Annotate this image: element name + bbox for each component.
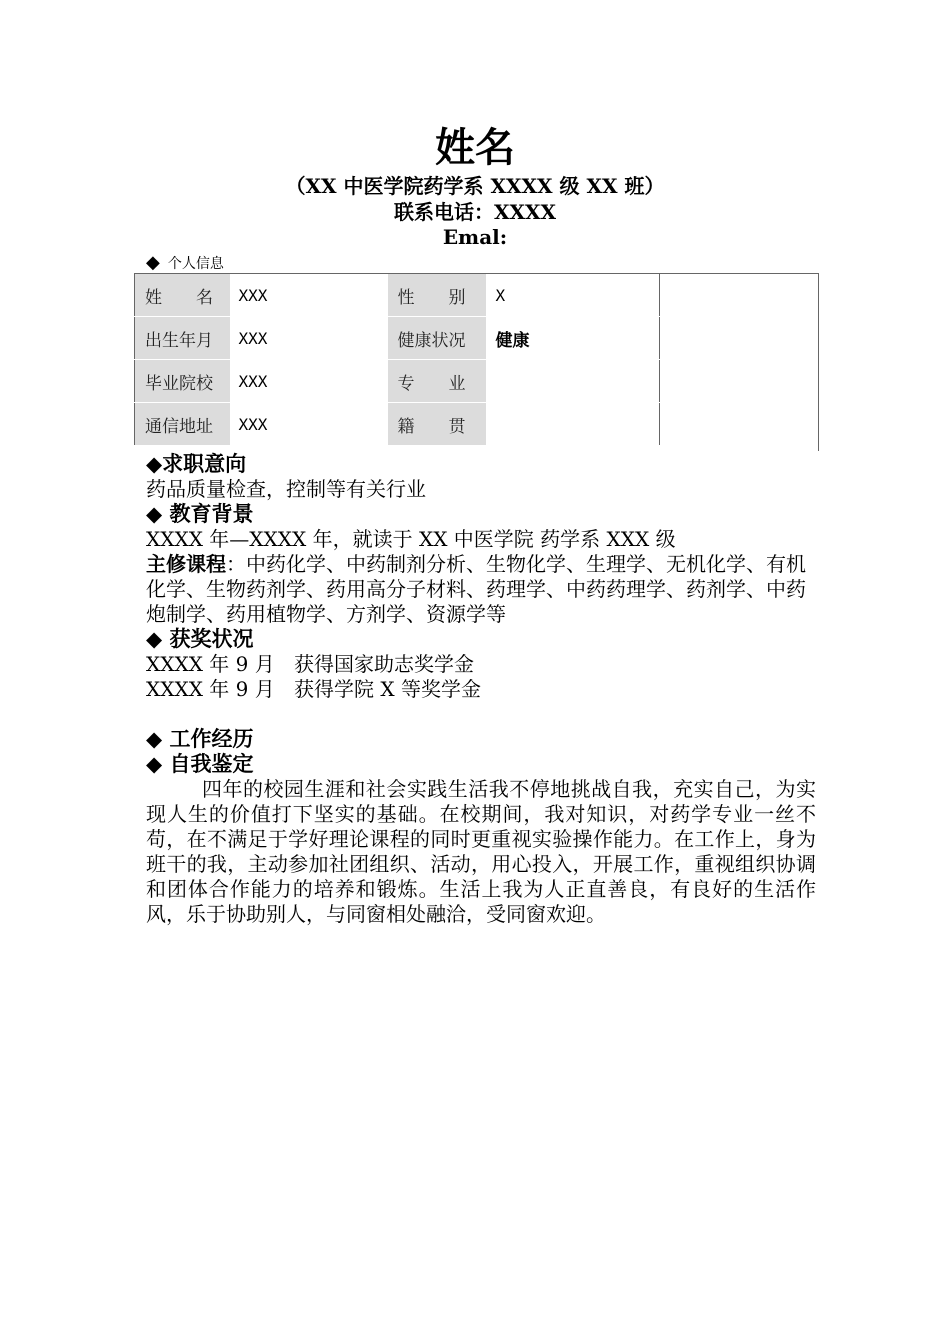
personal-info-heading — [146, 252, 224, 275]
label-school: 毕业院校 — [135, 360, 230, 403]
label-major: 专 业 — [388, 360, 486, 403]
table-row — [135, 360, 660, 403]
label-birth: 出生年月 — [135, 317, 230, 360]
value-address: XXX — [230, 403, 388, 446]
spacer — [146, 702, 816, 727]
objective-heading: ◆求职意向 — [146, 452, 247, 476]
education-line: XXXX 年—XXXX 年，就读于 XX 中医学院 药学系 XXX 级 — [146, 527, 676, 551]
personal-info-title: 个人信息 — [167, 256, 224, 272]
resume-name-title: 姓名 — [435, 125, 515, 171]
award-date: XXXX 年 9 月 — [146, 677, 275, 701]
table-row — [135, 274, 660, 317]
courses-label: 主修课程 — [146, 552, 226, 576]
award-desc: 获得学院 X 等奖学金 — [294, 677, 481, 701]
courses-paragraph — [146, 552, 816, 627]
label-hometown: 籍 贯 — [388, 403, 486, 446]
email-line: Emal: — [442, 225, 508, 249]
label-gender: 性 别 — [388, 274, 486, 317]
diamond-bullet-icon: ◆ — [146, 252, 160, 273]
awards-heading: ◆ 获奖状况 — [146, 627, 254, 651]
value-birth: XXX — [230, 317, 388, 360]
objective-text: 药品质量检查，控制等有关行业 — [146, 477, 426, 501]
award-desc: 获得国家助志奖学金 — [294, 652, 474, 676]
self-eval-text: 四年的校园生涯和社会实践生活我不停地挑战自我，充实自己，为实现人生的价值打下坚实的基础。在校期间，我对知识，对药学专业一丝不苟，在不满足于学好理论课程的同时更重视实验操作能力。在工作上，身为班干的我，主动参加社团组织、活动，用心投入，开展工作，重视组织协调和团体合作能力的培养和锻炼。生活上我为人正直善良，有良好的生活作风，乐于协助别人，与同窗相处融洽，受同窗欢迎。 — [146, 777, 816, 926]
work-heading: ◆ 工作经历 — [146, 727, 254, 751]
value-school: XXX — [230, 360, 388, 403]
label-name: 姓 名 — [135, 274, 230, 317]
value-gender: X — [486, 274, 660, 317]
education-heading: ◆ 教育背景 — [146, 502, 254, 526]
photo-placeholder — [660, 273, 819, 451]
personal-info-table — [134, 273, 660, 446]
phone-line: 联系电话：XXXX — [393, 200, 557, 224]
award-item — [146, 652, 816, 677]
award-date: XXXX 年 9 月 — [146, 652, 275, 676]
value-health: 健康 — [486, 317, 660, 360]
label-address: 通信地址 — [135, 403, 230, 446]
resume-body — [146, 452, 816, 927]
award-item — [146, 677, 816, 702]
courses-text: ：中药化学、中药制剂分析、生物化学、生理学、无机化学、有机化学、生物药剂学、药用高分子材料、药理学、中药药理学、药剂学、中药炮制学、药用植物学、方剂学、资源学等 — [146, 552, 806, 626]
label-health: 健康状况 — [388, 317, 486, 360]
value-hometown — [486, 403, 660, 446]
value-major — [486, 360, 660, 403]
table-row — [135, 317, 660, 360]
value-name: XXX — [230, 274, 388, 317]
school-class-line: （XX 中医学院药学系 XXXX 级 XX 班） — [285, 174, 665, 198]
self-eval-heading: ◆ 自我鉴定 — [146, 752, 254, 776]
table-row — [135, 403, 660, 446]
